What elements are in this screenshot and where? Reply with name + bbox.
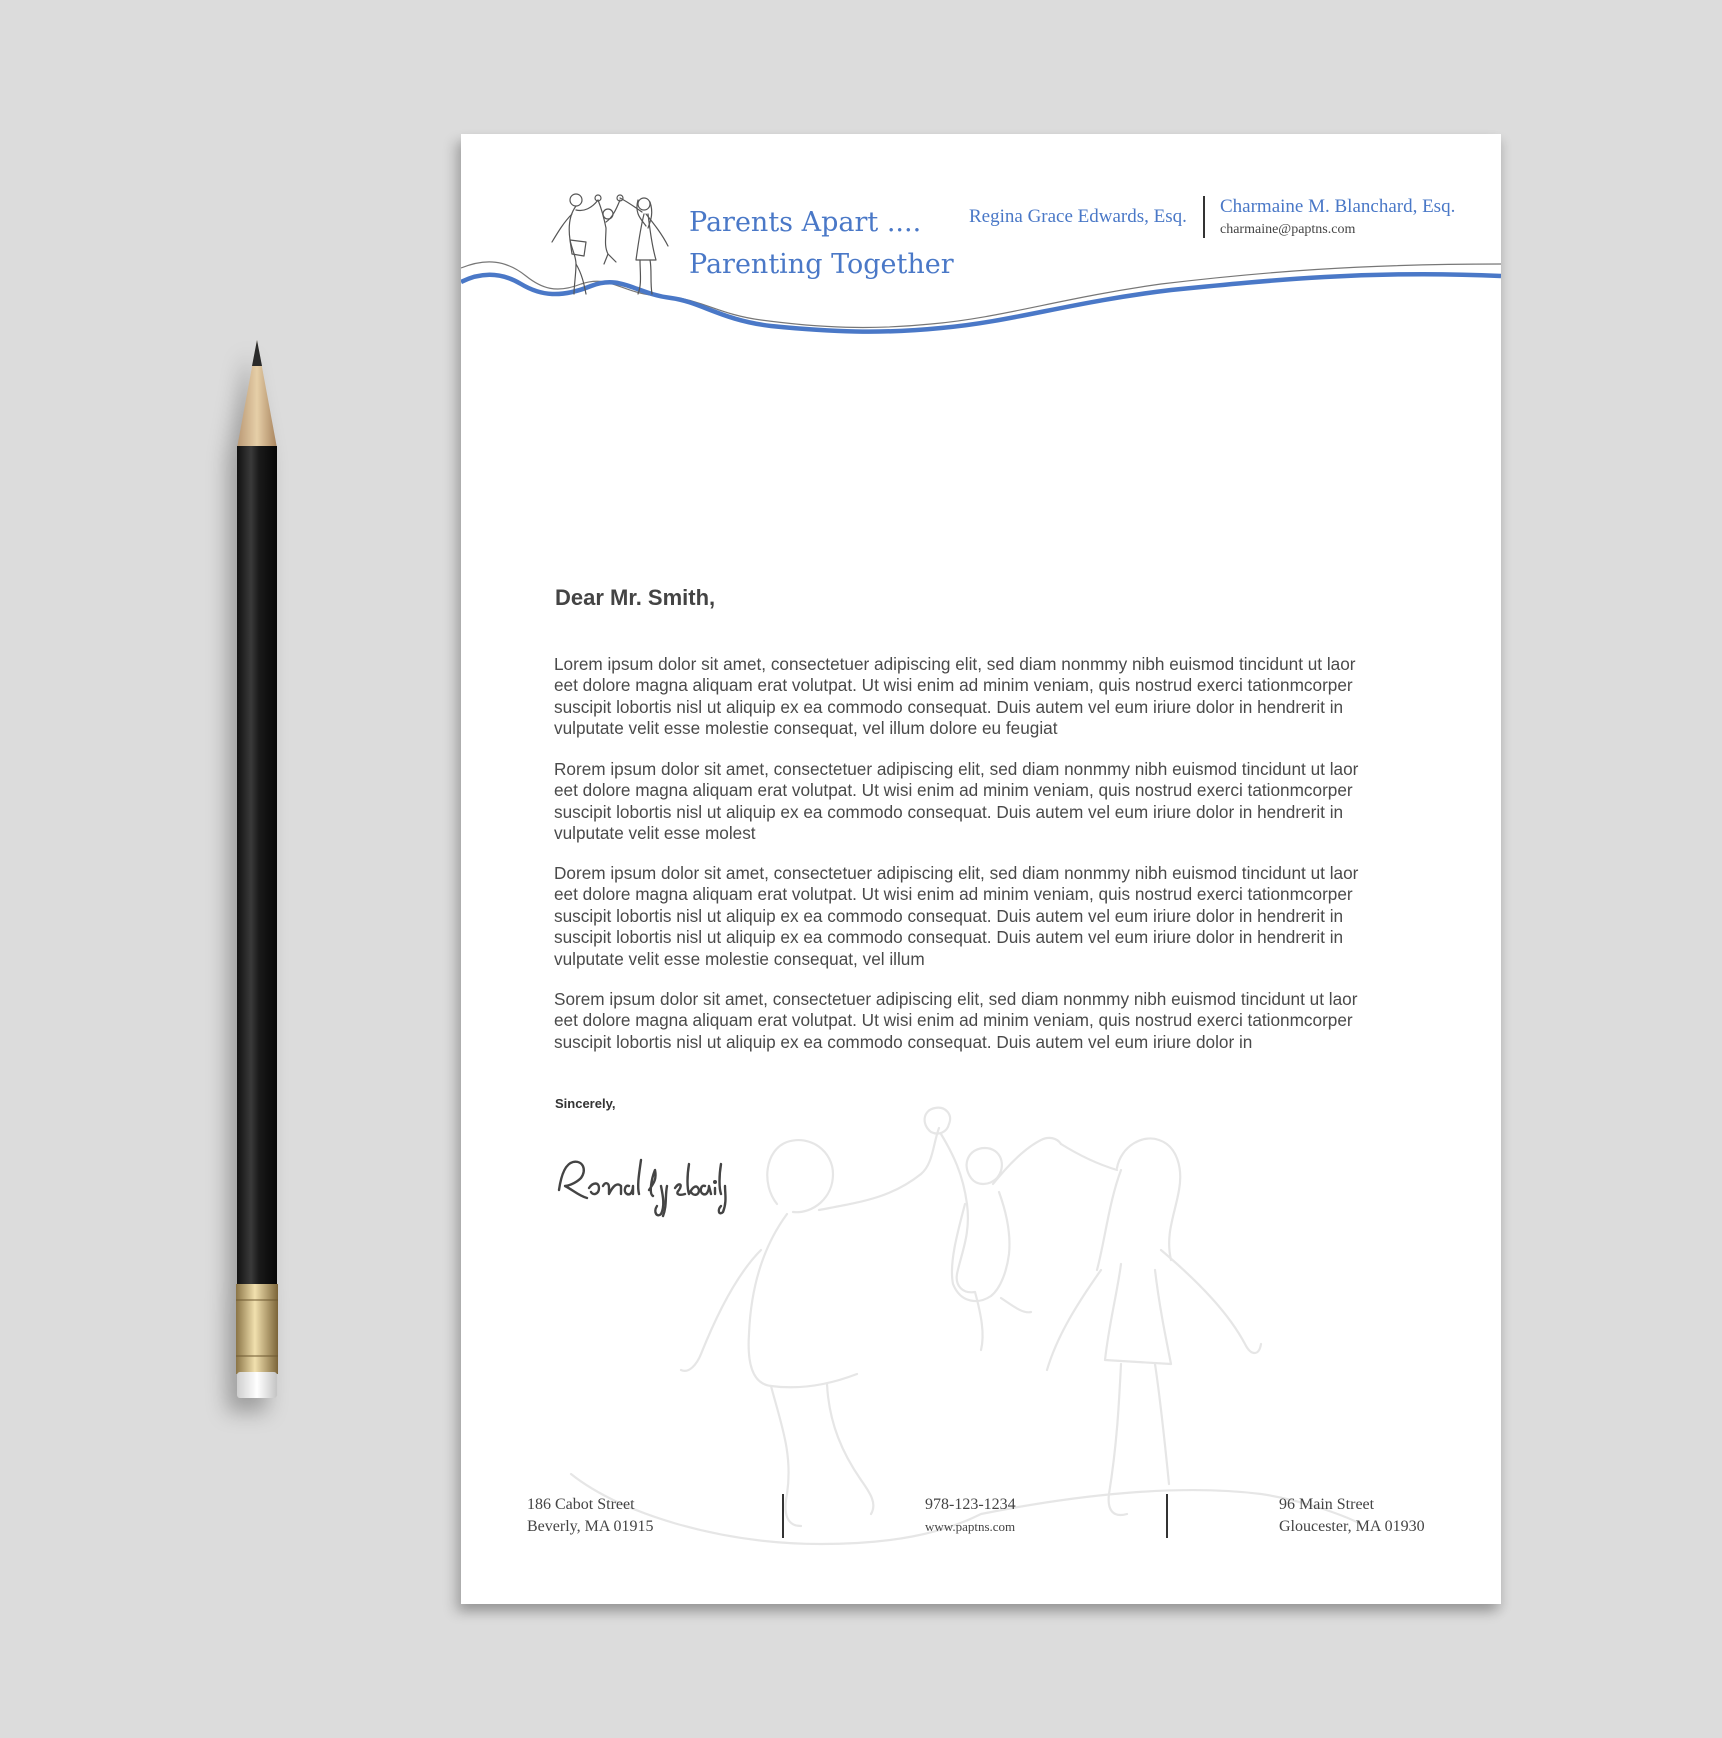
paragraph-line: eet dolore magna aliquam erat volutpat. Ut wisi enim ad minim veniam, quis nostrud exerci tationmcorper — [554, 884, 1353, 905]
body-paragraph — [554, 863, 1414, 970]
letter-salutation: Dear Mr. Smith, — [555, 585, 716, 610]
paragraph-line: eet dolore magna aliquam erat volutpat. Ut wisi enim ad minim veniam, quis nostrud exerci tationmcorper — [554, 675, 1353, 696]
letterhead-paper — [461, 134, 1501, 1604]
header-divider — [1203, 196, 1205, 238]
letter-closing: Sincerely, — [555, 1096, 616, 1111]
footer-phone: 978-123-1234 — [925, 1496, 1016, 1513]
footer-address-right — [1279, 1494, 1425, 1538]
footer-divider — [782, 1494, 784, 1538]
paragraph-line: Sorem ipsum dolor sit amet, consectetuer adipiscing elit, sed diam nonmmy nibh euismod tincidunt ut laor — [554, 989, 1358, 1009]
logo-wordmark — [689, 202, 954, 286]
paragraph-line: suscipit lobortis nisl ut aliquip ex ea commodo consequat. Duis autem vel eum iriure dolor in hendrerit in — [554, 801, 1344, 822]
footer-website: www.paptns.com — [925, 1519, 1016, 1534]
footer-street: 96 Main Street — [1279, 1496, 1375, 1513]
footer-city: Gloucester, MA 01930 — [1279, 1518, 1425, 1535]
footer-contact — [925, 1494, 1016, 1538]
footer-street: 186 Cabot Street — [527, 1496, 635, 1513]
family-holding-hands-icon — [546, 190, 686, 300]
paragraph-line: Rorem ipsum dolor sit amet, consectetuer adipiscing elit, sed diam nonmmy nibh euismod tincidunt ut laor — [554, 759, 1359, 779]
paragraph-line: Dorem ipsum dolor sit amet, consectetuer adipiscing elit, sed diam nonmmy nibh euismod tincidunt ut laor — [554, 863, 1359, 883]
paragraph-line: vulputate velit esse molest — [554, 823, 756, 844]
footer-city: Beverly, MA 01915 — [527, 1518, 654, 1535]
body-paragraph — [554, 759, 1414, 845]
paragraph-line: suscipit lobortis nisl ut aliquip ex ea commodo consequat. Duis autem vel eum iriure dolor in — [554, 1031, 1253, 1052]
logo-line-1: Parents Apart .... — [689, 207, 922, 238]
handwritten-signature — [553, 1150, 733, 1220]
body-paragraph — [554, 654, 1414, 740]
paragraph-line: Lorem ipsum dolor sit amet, consectetuer adipiscing elit, sed diam nonmmy nibh euismod tincidunt ut laor — [554, 654, 1356, 674]
paragraph-line: eet dolore magna aliquam erat volutpat. Ut wisi enim ad minim veniam, quis nostrud exerci tationmcorper — [554, 1010, 1353, 1031]
footer-divider — [1166, 1494, 1168, 1538]
body-paragraph — [554, 989, 1414, 1053]
pencil-icon — [232, 340, 282, 1420]
paragraph-line: suscipit lobortis nisl ut aliquip ex ea commodo consequat. Duis autem vel eum iriure dolor in hendrerit in — [554, 905, 1344, 926]
footer-address-left — [527, 1494, 654, 1538]
paragraph-line: vulputate velit esse molestie consequat, vel illum — [554, 948, 925, 969]
family-line-art-icon — [561, 1074, 1421, 1554]
attorney-email: charmaine@paptns.com — [1220, 222, 1356, 237]
paragraph-line: vulputate velit esse molestie consequat, vel illum dolore eu feugiat — [554, 718, 1058, 739]
paragraph-line: suscipit lobortis nisl ut aliquip ex ea commodo consequat. Duis autem vel eum iriure dolor in hendrerit in — [554, 696, 1344, 717]
attorney-name-1: Regina Grace Edwards, Esq. — [969, 206, 1187, 227]
attorney-name-2: Charmaine M. Blanchard, Esq. — [1220, 196, 1456, 217]
paragraph-line: suscipit lobortis nisl ut aliquip ex ea commodo consequat. Duis autem vel eum iriure dolor in hendrerit in — [554, 927, 1344, 948]
logo-line-2: Parenting Together — [689, 249, 954, 280]
paragraph-line: eet dolore magna aliquam erat volutpat. Ut wisi enim ad minim veniam, quis nostrud exerci tationmcorper — [554, 780, 1353, 801]
